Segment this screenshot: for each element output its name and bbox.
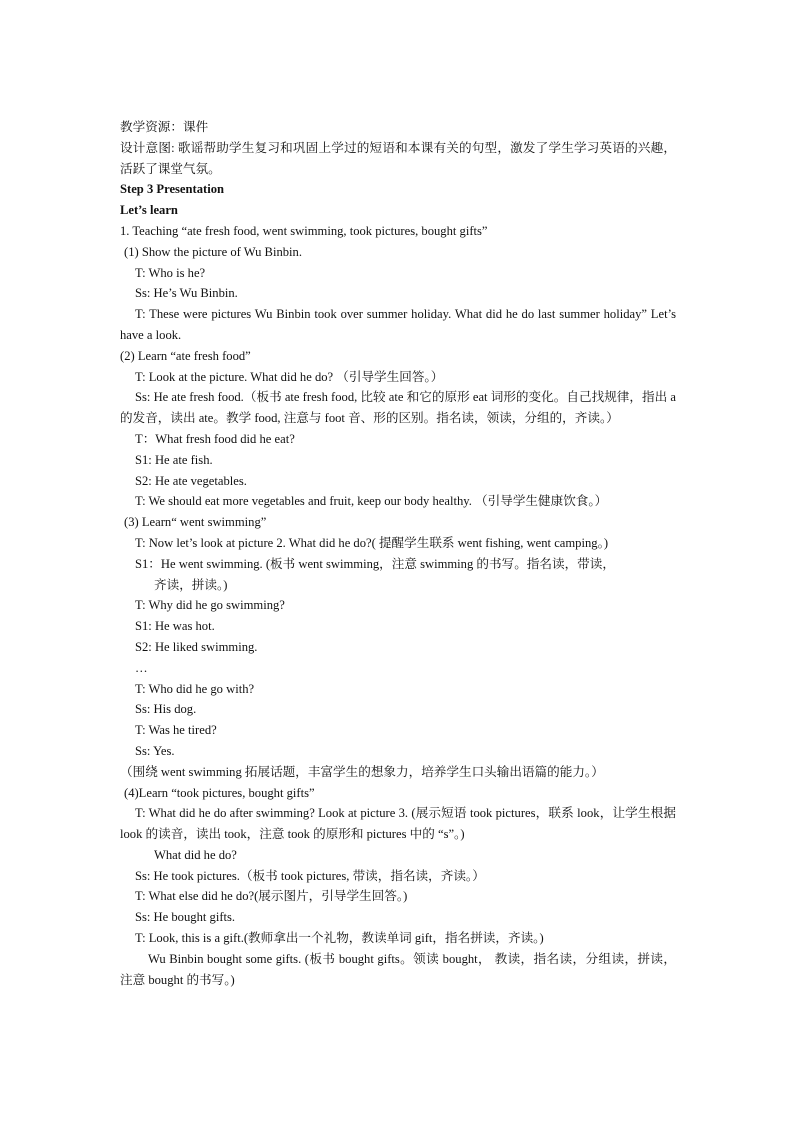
sub-step: (2) Learn “ate fresh food”	[120, 348, 251, 363]
dialogue-text: Wu Binbin bought some gifts. (板书 bought gifts。领读 bought， 教读，指名读，分组读，拼读，注意 bought 的书写。)	[120, 951, 676, 987]
dialogue-line: T：What fresh food did he eat?	[135, 431, 295, 446]
dialogue-line: Ss: Yes.	[135, 743, 175, 758]
dialogue-line: Ss: He’s Wu Binbin.	[135, 286, 238, 301]
dialogue-text: Ss: He ate fresh food.（板书 ate fresh food, 比较 ate 和它的原形 eat 词形的变化。自己找规律，指出 a 的发音，读出 ate。教学 food, 注意与 foot 音、形的区别。指名读，领读，分组的，齐读。）	[120, 390, 676, 426]
dialogue-line: Ss: His dog.	[135, 702, 197, 717]
dialogue-line: T: Who is he?	[135, 265, 206, 280]
dialogue-line: S2: He ate vegetables.	[135, 473, 247, 488]
dialogue-text: T: What did he do after swimming? Look at picture 3. (展示短语 took pictures，联系 look，让学生根据 look 的读音，读出 took，注意 took 的原形和 pictures 中的 “s”。)	[120, 806, 677, 842]
dialogue-line: T: Who did he go with?	[135, 681, 255, 696]
step-heading: Step 3 Presentation	[120, 182, 225, 197]
teaching-resources: 教学资源：课件	[120, 120, 209, 134]
teaching-item: 1. Teaching “ate fresh food, went swimming, took pictures, bought gifts”	[120, 223, 488, 238]
sub-step: (4)Learn “took pictures, bought gifts”	[124, 785, 315, 800]
dialogue-paragraph	[120, 803, 676, 845]
dialogue-line: T: Look at the picture. What did he do? （引导学生回答。）	[135, 369, 444, 384]
sub-step: (1) Show the picture of Wu Binbin.	[124, 244, 302, 259]
dialogue-line: T: Was he tired?	[135, 723, 217, 738]
ellipsis: …	[135, 660, 148, 675]
dialogue-text: T: These were pictures Wu Binbin took over summer holiday. What did he do last summer holiday” Let’s have a look.	[120, 307, 676, 342]
dialogue-line: T: Why did he go swimming?	[135, 598, 285, 613]
dialogue-paragraph	[120, 387, 676, 429]
dialogue-line: Ss: He bought gifts.	[135, 910, 236, 925]
dialogue-line: S1：He went swimming. (板书 went swimming，注意 swimming 的书写。指名读，带读，	[135, 556, 615, 571]
design-intent: 设计意图: 歌谣帮助学生复习和巩固上学过的短语和本课有关的句型，激发了学生学习英语的兴趣，活跃了课堂气氛。	[120, 140, 676, 176]
dialogue-line-continued: 齐读，拼读。)	[154, 577, 228, 592]
dialogue-paragraph	[120, 949, 676, 991]
dialogue-line: Ss: He took pictures.（板书 took pictures, 带读，指名读，齐读。）	[135, 868, 485, 883]
dialogue-line: S1: He was hot.	[135, 619, 215, 634]
design-note: （围绕 went swimming 拓展话题，丰富学生的想象力，培养学生口头输出语篇的能力。）	[120, 764, 604, 779]
dialogue-line: S2: He liked swimming.	[135, 639, 258, 654]
dialogue-line: S1: He ate fish.	[135, 452, 213, 467]
dialogue-line: T: Now let’s look at picture 2. What did he do?( 提醒学生联系 went fishing, went camping。)	[135, 535, 609, 550]
dialogue-paragraph	[120, 304, 676, 346]
document-page	[120, 117, 676, 990]
dialogue-line: T: Look, this is a gift.(教师拿出一个礼物，教读单词 gift，指名拼读，齐读。)	[135, 931, 544, 946]
sub-step: (3) Learn“ went swimming”	[124, 515, 267, 530]
dialogue-line: T: What else did he do?(展示图片，引导学生回答。)	[135, 889, 408, 904]
section-heading: Let’s learn	[120, 203, 178, 218]
dialogue-line: T: We should eat more vegetables and fruit, keep our body healthy. （引导学生健康饮食。）	[135, 494, 608, 509]
dialogue-line-continued: What did he do?	[154, 847, 237, 862]
